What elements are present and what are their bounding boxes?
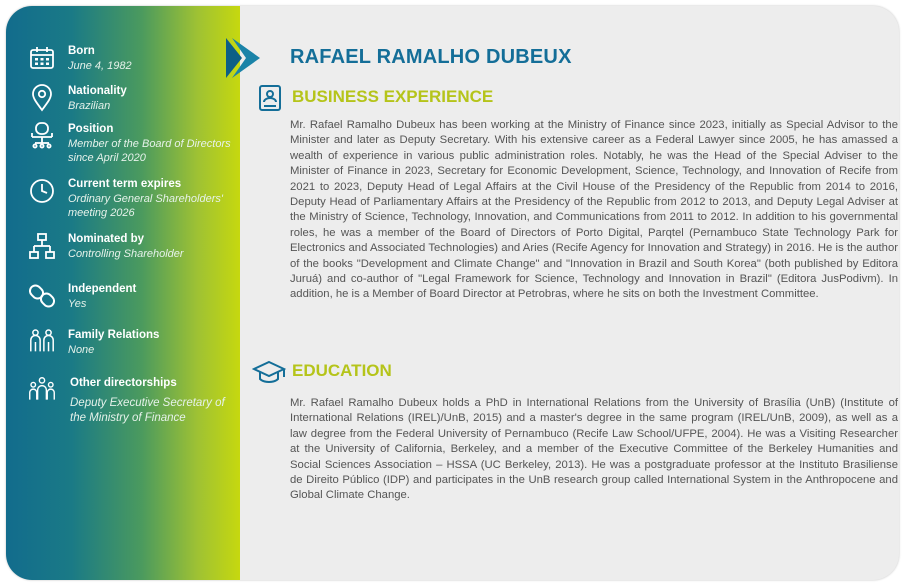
chevron-right-icon [226, 36, 262, 85]
education-title: EDUCATION [292, 361, 392, 380]
other-directorships-value: Deputy Executive Secretary of the Ministry of Finance [70, 397, 225, 424]
position-value: Member of the Board of Directors since April 2020 [68, 138, 231, 164]
family-icon [28, 328, 56, 356]
born-value: June 4, 1982 [68, 60, 132, 72]
sidebar [6, 6, 240, 580]
group-icon [28, 376, 56, 404]
family-relations-label: Family Relations [68, 329, 160, 341]
office-chair-icon [28, 122, 56, 150]
independent-label: Independent [68, 283, 137, 295]
link-icon [28, 282, 56, 310]
nominated-by-value: Controlling Shareholder [68, 248, 184, 260]
business-experience-text: Mr. Rafael Ramalho Dubeux has been working at the Ministry of Finance since 2023, initially as Special Advisor to the Minister and later as Deputy Secretary. With his extensive career as a Federal Lawyer since 2005, he has amassed a wealth of experience in various public administration roles. Notably, he was the Head of the Special Adviser to the Minister of Finance in 2023, Secretary for Economic Development, Science, Technology, and Innovation of Recife from 2021 to 2023, Deputy Head of Legal Affairs at the Civil House of the Presidency of the Republic from 2014 to 2016, Deputy Head of Parliamentary Affairs at the Presidency of the Republic from 2012 to 2013, and Deputy Legal Adviser at the Ministry of Science, Technology, Innovation, and Communications from 2011 to 2012. In addition to his governmental roles, he was a member of the Board of Directors of Porto Digital, Parqtel (Pernambuco State Technology Park for Electronics and Associated Technologies) and Aries (Recife Agency for Innovation and Strategy) in 2016. He is the author of the books "Development and Climate Change" and "Innovation in Brazil and South Korea" (both published by Editora Juruá) and co-author of "Legal Framework for Science, Technology and Innovation in Brazil" (Editora JusPodivm). In addition, he is a Member of Board Director at Petrobras, where he sits on both the Investment Committee. [290, 119, 898, 301]
calendar-icon [28, 44, 56, 72]
family-relations-value: None [68, 344, 95, 356]
business-experience-title: BUSINESS EXPERIENCE [292, 87, 494, 106]
other-directorships-label: Other directorships [70, 377, 177, 389]
nominated-by-label: Nominated by [68, 233, 145, 245]
term-expires-label: Current term expires [68, 178, 182, 190]
profile-card [6, 6, 899, 580]
term-expires-value: Ordinary General Shareholders' meeting 2026 [68, 193, 223, 219]
born-label: Born [68, 45, 95, 57]
clock-icon [28, 177, 56, 205]
education-text: Mr. Rafael Ramalho Dubeux holds a PhD in International Relations from the University of Brasília (UnB) (Institute of International Relations (IREL)/UnB, 2015) and a master's degree in the same program (IREL/UnB, 2009), as well as a law degree from the Federal University of Pernambuco (Recife Law School/UFPE, 2004). He was a Visiting Researcher at the University of California, Berkeley, and a member of the Executive Committee of the Berkeley Humanities and Social Sciences Association – HSSA (UC Berkeley, 2013). He was a postgraduate professor at the Instituto Brasiliense de Direito Público (IDP) and participates in the UnB research group called International System in the Anthropocene and Global Climate Change. [290, 397, 898, 502]
location-pin-icon [28, 84, 56, 112]
main-content [240, 6, 899, 580]
org-chart-icon [28, 232, 56, 260]
position-label: Position [68, 123, 114, 135]
nationality-label: Nationality [68, 85, 127, 97]
nationality-value: Brazilian [68, 100, 111, 112]
graduation-cap-icon [252, 360, 286, 391]
page-title: RAFAEL RAMALHO DUBEUX [290, 46, 572, 68]
independent-value: Yes [68, 298, 87, 310]
resume-icon [258, 84, 282, 117]
